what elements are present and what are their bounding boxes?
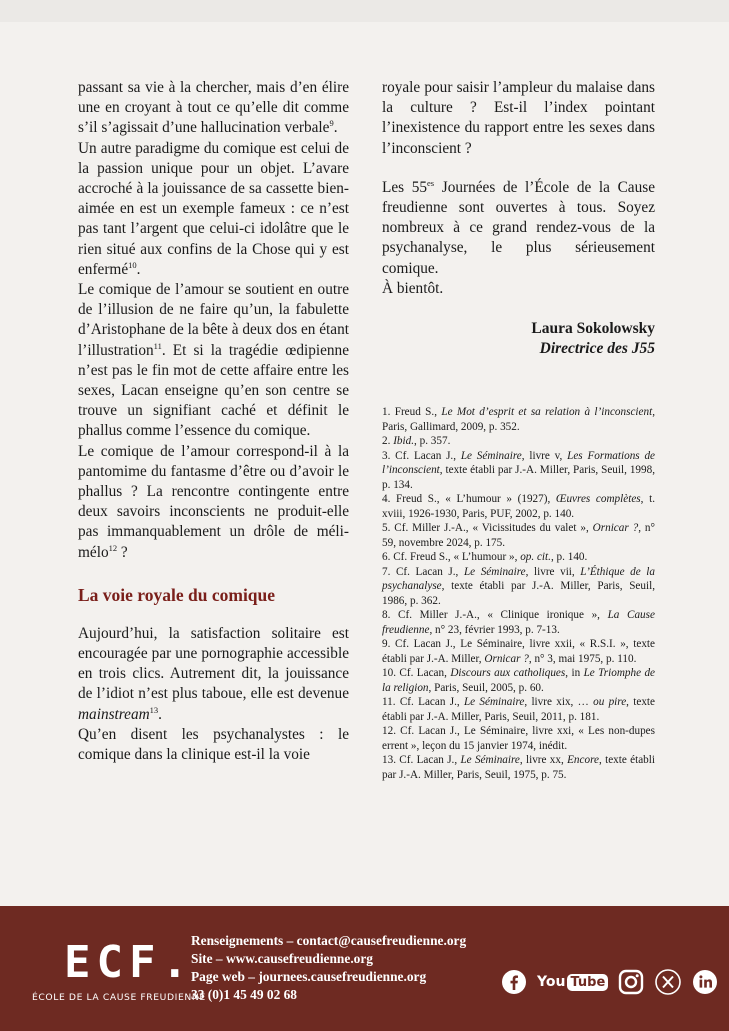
footnote-ref[interactable]: 12 bbox=[108, 542, 118, 553]
footnote-text: , t. xviii, 1926-1930, Paris, PUF, 2002, p. 140. bbox=[382, 493, 655, 520]
footnote-italic: Le Mot d’esprit et sa relation à l’inconscient bbox=[441, 406, 653, 418]
footnote bbox=[382, 550, 655, 565]
footnote bbox=[382, 434, 655, 449]
footnote-text: 9. Cf. Lacan J., Le Séminaire, livre xxii, « R.S.I. », texte établi par J.-A. Miller, bbox=[382, 638, 655, 665]
footnote-text: , livre vii, bbox=[525, 565, 581, 578]
footnote-text: 13. Cf. Lacan J., bbox=[382, 754, 461, 766]
footnote-ref[interactable]: 13 bbox=[149, 704, 159, 715]
italic-text: mainstream bbox=[78, 705, 150, 723]
paragraph bbox=[78, 78, 349, 139]
paragraph: royale pour saisir l’ampleur du malaise dans la culture ? Est-il l’index pointant l’inexistence du rapport entre les sexes dans l’inconscient ? bbox=[382, 79, 655, 157]
paragraph-text: Les 55 bbox=[382, 178, 428, 196]
x-icon[interactable] bbox=[654, 968, 682, 996]
paragraph-text: . bbox=[136, 260, 141, 278]
footnote-italic: Les Formations de l’inconscient bbox=[382, 449, 656, 476]
footnote-italic: Encore bbox=[567, 754, 599, 766]
paragraph-text: ? bbox=[117, 543, 128, 561]
footnote-text: , n° 23, février 1993, p. 7-13. bbox=[429, 623, 560, 636]
footnote bbox=[382, 449, 655, 493]
footnote bbox=[382, 521, 655, 550]
footnote-italic: ou pire bbox=[593, 696, 627, 708]
footnote-italic: Discours aux catholiques bbox=[450, 667, 566, 679]
footnote bbox=[382, 492, 655, 521]
youtube-you: You bbox=[537, 974, 566, 990]
footnote-italic: Le Séminaire bbox=[463, 565, 526, 578]
footnote-italic: Ornicar ? bbox=[484, 652, 529, 665]
paragraph-text: Aujourd’hui, la satisfaction solitaire est encouragée par une pornographie accessible en trois clics. Autrement dit, la jouissance de l’idiot n’est plus taboue, elle est devenue bbox=[78, 624, 349, 703]
paragraph-text: . bbox=[158, 705, 162, 723]
footnote-text: 12. Cf. Lacan J., Le Séminaire, livre xxi, « Les non-dupes errent », leçon du 15 janvier 1974, inédit. bbox=[382, 725, 655, 752]
paragraph-text: Journées de l’École de la Cause freudienne sont ouvertes à tous. Soyez nombreux à ce grand rendez-vous de la psychanalyse, le plus sérieusement comique. bbox=[382, 178, 655, 277]
footnote-text: , Paris, Seuil, 2005, p. 60. bbox=[428, 681, 544, 694]
footnote-text: , p. 357. bbox=[414, 435, 451, 447]
contact-block bbox=[191, 932, 521, 1004]
paragraph bbox=[78, 442, 349, 563]
footnote-text: , n° 59, novembre 2024, p. 175. bbox=[382, 522, 655, 549]
footnotes bbox=[382, 405, 655, 782]
footnote-text: , p. 140. bbox=[550, 551, 588, 563]
signature-role: Directrice des J55 bbox=[539, 340, 655, 358]
linkedin-icon[interactable] bbox=[691, 968, 719, 996]
social-links bbox=[500, 968, 719, 996]
footnote-text: 3. Cf. Lacan J., bbox=[382, 449, 461, 462]
instagram-icon[interactable] bbox=[617, 968, 645, 996]
left-column bbox=[78, 78, 349, 765]
paragraph bbox=[78, 139, 349, 280]
spacer bbox=[382, 159, 655, 178]
footnote bbox=[382, 405, 655, 434]
footnote bbox=[382, 695, 655, 724]
superscript: es bbox=[427, 177, 435, 188]
footnote-ref[interactable]: 10 bbox=[128, 259, 137, 270]
footnote-italic: Le Séminaire bbox=[463, 696, 525, 708]
paragraph-text: Le comique de l’amour se soutient en outre de l’illusion de ne faire qu’un, la fabulette d’Aristophane de la bête à deux dos en étant l’illustration bbox=[78, 281, 349, 359]
footnote-text: texte établi par J.-A. Miller, Paris, Seuil, 1986, p. 362. bbox=[382, 580, 655, 607]
logo-subtitle: ÉCOLE DE LA CAUSE FREUDIENNE bbox=[32, 992, 206, 1003]
paragraph: À bientôt. bbox=[382, 279, 444, 297]
top-margin-band bbox=[0, 0, 729, 22]
footnote-text: , texte établi par J.-A. Miller, Paris, Seuil, 2011, p. 181. bbox=[382, 696, 655, 723]
footnote-text: 6. Cf. Freud S., « L’humour », bbox=[382, 551, 521, 563]
footnote bbox=[382, 724, 655, 753]
footnote-ref[interactable]: 11 bbox=[153, 340, 162, 351]
footnote-text: , Paris, Gallimard, 2009, p. 352. bbox=[382, 406, 656, 433]
youtube-icon[interactable] bbox=[537, 974, 608, 991]
paragraph-text: passant sa vie à la chercher, mais d’en élire une en croyant à tout ce qu’elle dit comme s’il s’agissait d’une hallucination verbale bbox=[78, 79, 349, 137]
contact-email[interactable]: Renseignements – contact@causefreudienne.org bbox=[191, 933, 467, 948]
footnote-text: , texte établi par J.-A. Miller, Paris, Seuil, 1975, p. 75. bbox=[382, 754, 655, 781]
contact-phone[interactable]: 33 (0)1 45 49 02 68 bbox=[191, 987, 298, 1002]
footnote bbox=[382, 637, 655, 666]
footnote-text: 2. bbox=[382, 435, 394, 447]
footnote-text: 10. Cf. Lacan, bbox=[382, 667, 451, 679]
footnote bbox=[382, 565, 655, 609]
signature bbox=[382, 319, 655, 359]
footnote-italic: L’Éthique de la psychanalyse, bbox=[382, 565, 656, 592]
footnote-text: , in bbox=[565, 667, 584, 679]
footnote-italic: Ibid. bbox=[393, 435, 415, 447]
contact-webpage[interactable]: Page web – journees.causefreudienne.org bbox=[191, 969, 427, 984]
footnote-italic: La Cause freudienne bbox=[382, 609, 655, 636]
footnote-text: , texte établi par J.-A. Miller, Paris, Seuil, 1998, p. 134. bbox=[382, 464, 655, 491]
youtube-tube: Tube bbox=[567, 974, 608, 991]
footnote bbox=[382, 608, 655, 637]
footnote-text: 7. Cf. Lacan J., bbox=[382, 565, 464, 578]
paragraph-text: Le comique de l’amour correspond-il à la pantomime du fantasme d’être ou d’avoir le phallus ? La rencontre contingente entre deux savoirs inconscients ne produit-elle pas immanquablement un drôle de méli-mélo bbox=[78, 442, 349, 561]
footnote-ref[interactable]: 9 bbox=[329, 118, 334, 129]
footnote-text: , livre xix, … bbox=[524, 696, 594, 708]
paragraph-text: . Et si la tragédie œdipienne n’est pas le fin mot de cette affaire entre les sexes, Lacan enseigne qu’en son centre se trouve un signifiant caché et définit le phallus comme l’essence du comique. bbox=[78, 341, 349, 440]
footnote-text: 1. Freud S., bbox=[382, 406, 442, 418]
right-column bbox=[382, 78, 655, 359]
paragraph bbox=[78, 280, 349, 442]
footnote-text: 11. Cf. Lacan J., bbox=[382, 696, 464, 708]
footnote-text: 4. Freud S., « L’humour » (1927), bbox=[382, 493, 556, 505]
footnote-text: 5. Cf. Miller J.-A., « Vicissitudes du valet », bbox=[382, 522, 593, 534]
paragraph bbox=[78, 624, 349, 725]
logo-mark: ECF. bbox=[64, 937, 194, 988]
footnote-text: 8. Cf. Miller J.-A., « Clinique ironique », bbox=[382, 609, 608, 621]
footnote-italic: Le Triomphe de la religion bbox=[382, 667, 656, 694]
footnote-text: , livre v, bbox=[521, 449, 568, 462]
footnote-text: , n° 3, mai 1975, p. 110. bbox=[528, 652, 637, 665]
footnote-italic: Le Séminaire bbox=[460, 754, 520, 766]
footnote bbox=[382, 666, 655, 695]
paragraph bbox=[382, 178, 655, 279]
paragraph-text: . bbox=[333, 119, 338, 137]
ecf-logo[interactable] bbox=[32, 937, 206, 1003]
paragraph-text: Un autre paradigme du comique est celui de la passion unique pour un objet. L’avare accroché à la jouissance de sa cassette bien-aimée en est un exemple fameux : ce n’est pas tant l’argent que celui-ci idolâtre que le rien situé aux confins de la Chose qui y est enfermé bbox=[78, 139, 349, 278]
footnote-italic: op. cit. bbox=[520, 551, 551, 563]
footnote-italic: Œuvres complètes bbox=[555, 493, 641, 505]
section-heading: La voie royale du comique bbox=[78, 584, 276, 605]
footnote-italic: Le Séminaire bbox=[460, 449, 522, 462]
footnote-italic: Ornicar ? bbox=[592, 522, 639, 534]
facebook-icon[interactable] bbox=[500, 968, 528, 996]
signature-name: Laura Sokolowsky bbox=[531, 320, 655, 338]
footnote-text: , livre xx, bbox=[519, 754, 568, 766]
contact-site[interactable]: Site – www.causefreudienne.org bbox=[191, 951, 374, 966]
paragraph: Qu’en disent les psychanalystes : le comique dans la clinique est-il la voie bbox=[78, 725, 349, 764]
footer-band bbox=[0, 906, 729, 1031]
footnote bbox=[382, 753, 655, 782]
